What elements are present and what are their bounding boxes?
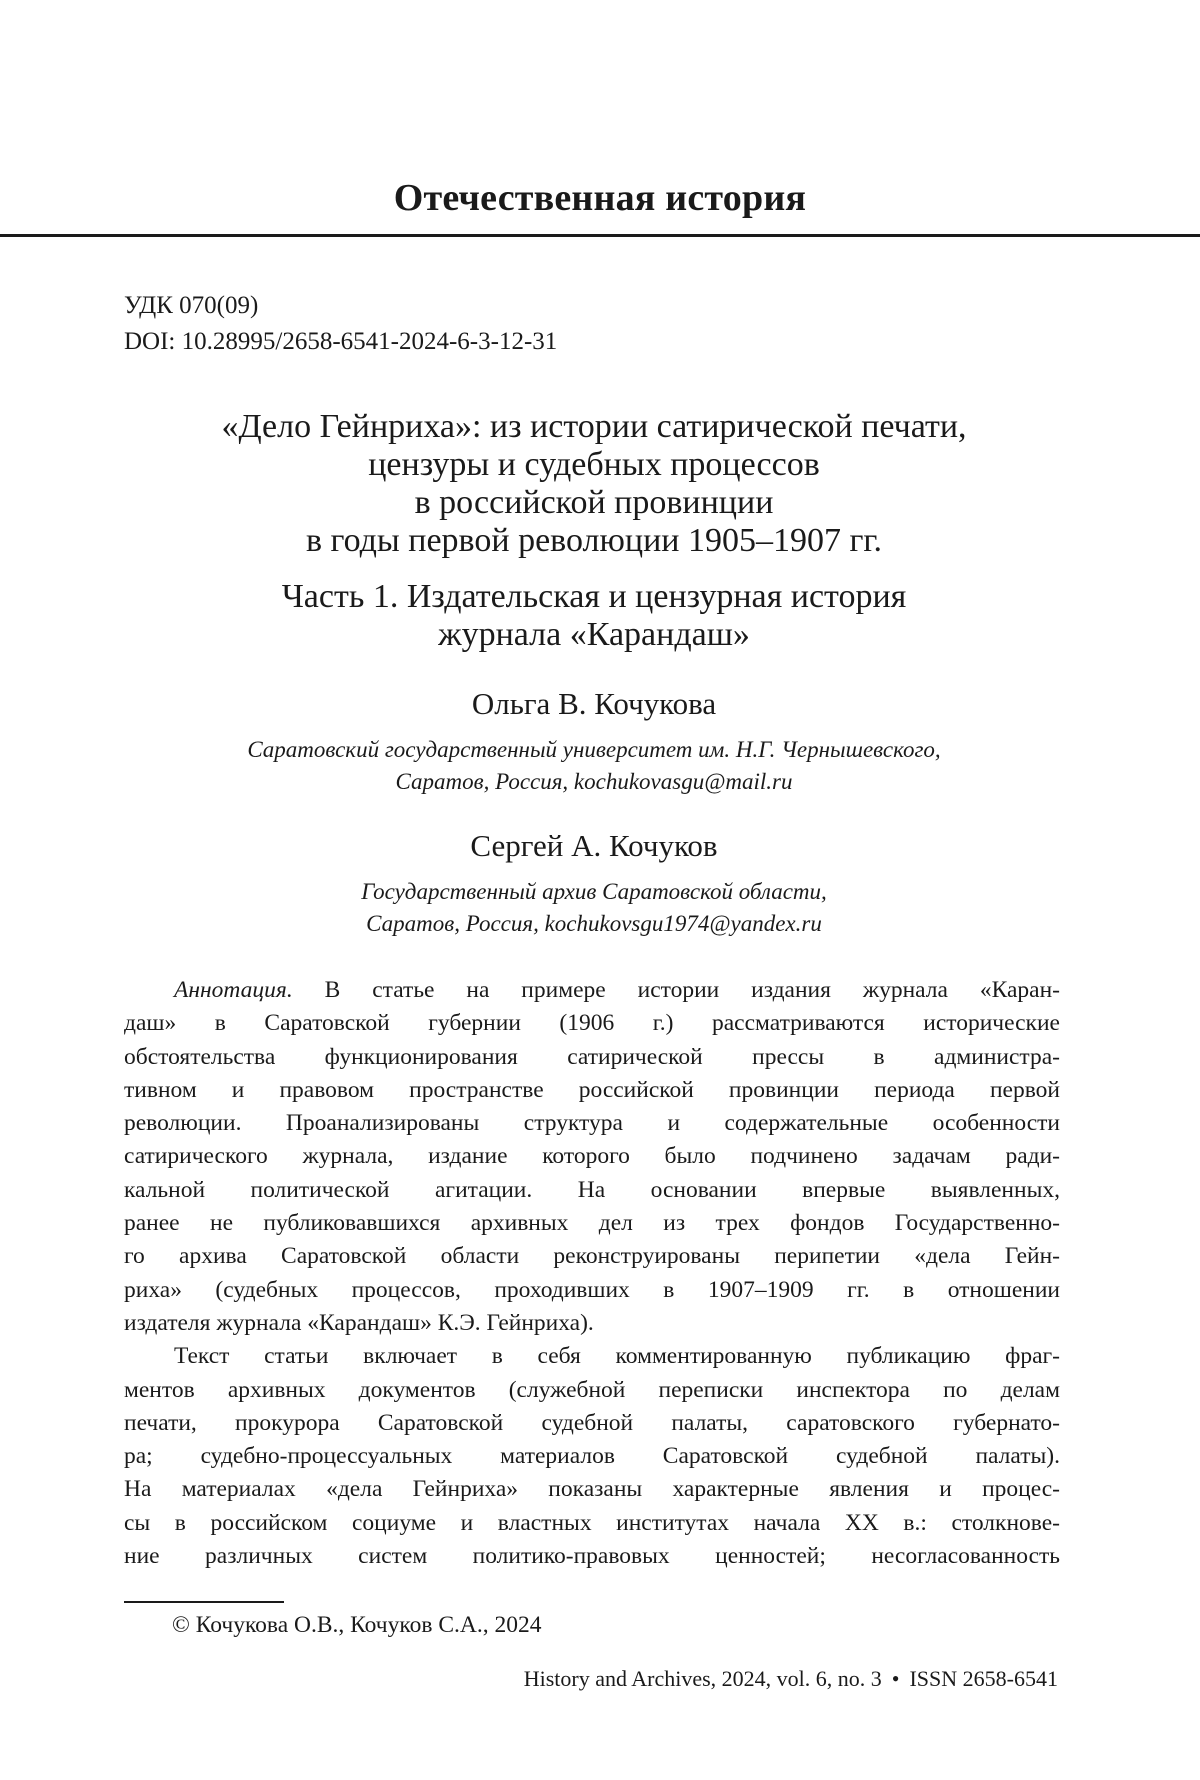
title-line: цензуры и судебных процессов <box>368 446 820 483</box>
footnote-divider <box>124 1601 284 1603</box>
paragraph-line: ние различных систем политико-правовых ценностей; несогласованность <box>124 1543 1060 1570</box>
bullet-separator: • <box>891 1666 900 1691</box>
article-subtitle <box>124 578 1064 654</box>
title-line: в российской провинции <box>414 484 774 521</box>
paragraph-line: сы в российском социуме и властных институтах начала XX в.: столкнове- <box>124 1509 1060 1536</box>
abstract-line-text: В статье на примере истории издания журнала «Каран- <box>324 977 1060 1003</box>
affiliation-line: Саратовский государственный университет им. Н.Г. Чернышевского, <box>247 737 941 762</box>
section-divider <box>0 234 1200 237</box>
abstract-line: риха» (судебных процессов, проходивших в 1907–1909 гг. в отношении <box>124 1276 1060 1303</box>
subtitle-line: Часть 1. Издательская и цензурная история <box>281 578 907 615</box>
abstract-line: издателя журнала «Карандаш» К.Э. Гейнриха). <box>124 1309 594 1336</box>
section-title: Отечественная история <box>393 177 807 219</box>
paragraph-line: На материалах «дела Гейнриха» показаны характерные явления и процес- <box>124 1476 1060 1503</box>
abstract <box>124 974 1060 1573</box>
paragraph-line: ментов архивных документов (служебной переписки инспектора по делам <box>124 1376 1060 1403</box>
subtitle-line: журнала «Карандаш» <box>438 616 750 653</box>
abstract-line: кальной политической агитации. На основании впервые выявленных, <box>124 1176 1060 1203</box>
paragraph-line: печати, прокурора Саратовской судебной палаты, саратовского губернато- <box>124 1409 1060 1436</box>
author-name: Ольга В. Кочукова <box>471 686 717 721</box>
abstract-line: го архива Саратовской области реконструированы перипетии «дела Гейн- <box>124 1243 1060 1270</box>
abstract-line: революции. Проанализированы структура и содержательные особенности <box>124 1110 1060 1137</box>
author-affiliation <box>124 734 1064 798</box>
udk-code: УДК 070(09) <box>124 292 259 319</box>
abstract-line: ранее не публиковавшихся архивных дел из трех фондов Государственно- <box>124 1210 1060 1237</box>
abstract-line: даш» в Саратовской губернии (1906 г.) рассматриваются исторические <box>124 1010 1060 1037</box>
paragraph-line: Текст статьи включает в себя комментированную публикацию фраг- <box>174 1343 1060 1370</box>
abstract-line: обстоятельства функционирования сатирической прессы в администра- <box>124 1043 1060 1070</box>
paragraph-line: ра; судебно-процессуальных материалов Саратовской судебной палаты). <box>124 1443 1060 1470</box>
affiliation-line: Государственный архив Саратовской области, <box>361 879 827 904</box>
article-title <box>124 408 1064 560</box>
abstract-line: тивном и правовом пространстве российской провинции периода первой <box>124 1076 1060 1103</box>
abstract-label: Аннотация. <box>174 977 293 1003</box>
abstract-line: сатирического журнала, издание которого было подчинено задачам ради- <box>124 1143 1060 1170</box>
title-line: в годы первой революции 1905–1907 гг. <box>305 522 883 559</box>
copyright-note: © Кочукова О.В., Кочуков С.А., 2024 <box>172 1612 542 1638</box>
issn: ISSN 2658-6541 <box>909 1666 1058 1691</box>
affiliation-line: Саратов, Россия, kochukovsgu1974@yandex.ru <box>366 911 822 936</box>
author-affiliation <box>124 876 1064 940</box>
abstract-line <box>124 974 1060 1007</box>
title-line: «Дело Гейнриха»: из истории сатирической печати, <box>221 408 967 445</box>
author-name: Сергей А. Кочуков <box>470 828 718 863</box>
affiliation-line: Саратов, Россия, kochukovasgu@mail.ru <box>395 769 793 794</box>
article-meta <box>124 288 557 360</box>
page-footer <box>524 1666 1058 1692</box>
journal-citation: History and Archives, 2024, vol. 6, no. 3 <box>523 1666 882 1691</box>
doi: DOI: 10.28995/2658-6541-2024-6-3-12-31 <box>124 328 558 355</box>
